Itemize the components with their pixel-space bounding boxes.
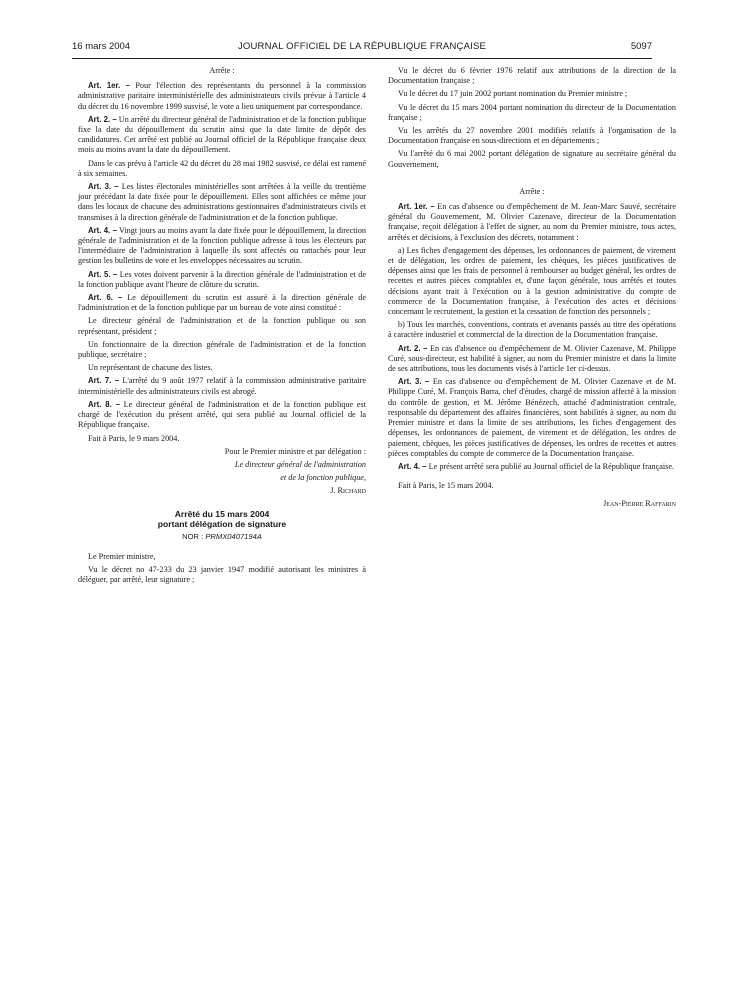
article-text: Le directeur général de l'administration et de la fonction publique est chargé de l'exécution du présent arrêté, qui sera publié au Journal officiel de la République française. [78, 399, 367, 430]
article-text: Le dépouillement du scrutin est assuré à la direction générale de l'administration et de la fonction publique par un bureau de vote ainsi constitué : [78, 293, 366, 313]
article-1 [388, 202, 676, 243]
article-3 [388, 377, 676, 459]
article-label: Art. 5. – [88, 269, 118, 279]
article-paragraph: Le directeur général de l'administration et de la fonction publique ou son représentant, président ; [78, 316, 366, 336]
decree-title-line: Arrêté du 15 mars 2004 [174, 508, 270, 519]
article-2 [388, 344, 676, 375]
article-text: Les votes doivent parvenir à la direction générale de l'administration et de la fonction publique avant l'heure de clôture du scrutin. [78, 269, 366, 289]
fait-a-paris: Fait à Paris, le 9 mars 2004. [88, 433, 180, 443]
visa: Vu l'arrêté du 6 mai 2002 portant délégation de signature au secrétaire général du Gouvernement, [388, 149, 676, 169]
article-paragraph: b) Tous les marchés, conventions, contrats et avenants passés au titre des opérations à caractère industriel et commercial de la direction de la Documentation française. [388, 320, 676, 340]
article-2 [78, 115, 366, 156]
article-label: Art. 2. – [88, 114, 117, 124]
visa: Vu le décret du 17 juin 2002 portant nomination du Premier ministre ; [398, 89, 628, 99]
article-text: En cas d'absence ou d'empêchement de M. Olivier Cazenave, M. Philippe Curé, sous-directeur, est habilité à signer, au nom du Premier ministre et dans la limite de ses attributions, tous les documents visés à l'article 1er ci-dessus. [388, 343, 676, 374]
article-1 [78, 81, 366, 112]
fait-a-paris: Fait à Paris, le 15 mars 2004. [398, 481, 494, 491]
article-6 [78, 293, 366, 313]
signature-title: et de la fonction publique, [280, 473, 366, 483]
arrete-heading: Arrête : [519, 186, 545, 196]
article-text: Pour l'élection des représentants du personnel à la commission administrative paritaire interministérielle des administrateurs civils prévue à l'article 4 du décret du 16 novembre 1999 susvisé, le vote a lieu uniquement par correspondance. [78, 81, 367, 111]
article-text: Le présent arrêté sera publié au Journal officiel de la République française. [428, 461, 675, 471]
page-header [72, 41, 652, 57]
article-text: Vingt jours au moins avant la date fixée pour le dépouillement, la direction générale de l'administration et de la fonction publique adresse à tous les électeurs par l'intermédiaire de l'administration à laquelle ils sont affectés ou rattachés pour leur gestion les bulletins de vote et les enveloppes nécessaires au scrutin. [78, 225, 366, 266]
article-text: En cas d'absence ou d'empêchement de M. Olivier Cazenave et de M. Philippe Curé, M. François Barra, chef d'études, chargé de mission affecté à la mission du contrôle de gestion, et M. Jérôme Bénézech, attaché d'administration centrale, responsable du département des affaires financières, sont habilités à signer, au nom du Premier ministre et dans la limite de ses attributions, les fiches d'engagement des dépenses, les ordonnances de paiement, de virement et de délégation, les ordres de paiement, chèques, les pièces justificatives de dépenses, les ordres de recettes et autres pièces comptables du compte de commerce de la Documentation française. [388, 377, 677, 458]
signatory-name: Jean-Pierre Raffarin [603, 499, 676, 509]
arrete-heading: Arrête : [209, 66, 235, 75]
header-page-number: 5097 [630, 41, 652, 52]
header-journal-title: JOURNAL OFFICIEL DE LA RÉPUBLIQUE FRANÇAISE [237, 41, 487, 52]
article-label: Art. 1er. – [398, 202, 435, 212]
article-label: Art. 4. – [398, 461, 427, 471]
article-text: En cas d'absence ou d'empêchement de M. Jean-Marc Sauvé, secrétaire général du Gouvernement, M. Olivier Cazenave, directeur de la Documentation française, reçoit délégation à l'effet de signer, au nom du Premier ministre, tous actes, arrêtés et décisions, à l'exclusion des décrets, notamment : [388, 202, 676, 242]
article-label: Art. 2. – [398, 343, 428, 353]
signatory-name: J. Richard [330, 486, 366, 496]
article-label: Art. 1er. – [88, 81, 131, 91]
signature-line: Pour le Premier ministre et par délégation : [224, 446, 366, 456]
article-paragraph: Un fonctionnaire de la direction générale de l'administration et de la fonction publique, secrétaire ; [78, 339, 366, 360]
left-column [78, 66, 366, 588]
article-4 [388, 462, 676, 472]
header-date: 16 mars 2004 [72, 41, 131, 52]
article-label: Art. 3. – [88, 182, 119, 192]
article-paragraph: Un représentant de chacune des listes. [88, 363, 213, 373]
premier-ministre: Le Premier ministre, [88, 551, 156, 561]
article-5 [78, 270, 366, 290]
article-3 [78, 182, 366, 223]
visa: Vu le décret du 15 mars 2004 portant nomination du directeur de la Documentation française ; [388, 102, 676, 122]
article-8 [78, 400, 366, 431]
article-paragraph: a) Les fiches d'engagement des dépenses, les ordonnances de paiement, de virement et de délégation, les ordres de paiement, les chèques, les pièces justificatives de dépenses ainsi que les frais de personnel à rembourser au budget général, les ordres de recettes et autres pièces comptables et, d'une façon générale, tous arrêtés et toutes décisions ayant trait à l'exécution ou à la gestion administrative du compte de commerce de la Documentation française, à l'exécution des actes et décisions concernant le recrutement, la gestion et la cessation de fonction des personnels ; [388, 245, 676, 317]
article-label: Art. 3. – [398, 377, 430, 387]
header-rule [72, 58, 652, 59]
article-label: Art. 4. – [88, 225, 117, 235]
article-text: Les listes électorales ministérielles sont arrêtées à la veille du trentième jour précédant la date fixée pour le dépouillement. Elles sont affichées ce même jour dans les locaux de chacune des administrations gestionnaires d'administrateurs civils et transmises à la direction générale de l'administration et de la fonction publique. [78, 182, 366, 222]
article-paragraph: Dans le cas prévu à l'article 42 du décret du 28 mai 1982 susvisé, ce délai est ramené à six semaines. [78, 158, 366, 178]
article-4 [78, 226, 366, 267]
article-7 [78, 376, 366, 396]
visa: Vu les arrêtés du 27 novembre 2001 modifiés relatifs à l'organisation de la Documentation française en sous-directions et en départements ; [388, 126, 676, 146]
visa: Vu le décret no 47-233 du 23 janvier 1947 modifié autorisant les ministres à déléguer, par arrêté, leur signature ; [78, 564, 366, 585]
article-label: Art. 6. – [88, 293, 123, 303]
signature-title: Le directeur général de l'administration [234, 459, 366, 469]
decree-title-line: portant délégation de signature [157, 519, 287, 530]
article-label: Art. 7. – [88, 376, 120, 386]
right-column [388, 66, 676, 513]
article-text: Un arrêté du directeur général de l'administration et de la fonction publique fixe la date du dépouillement du scrutin ainsi que la date limite de dépôt des candidatures. Cet arrêté est publié au Journal officiel de la République française deux mois au moins avant la date du dépouillement. [78, 114, 367, 155]
article-text: L'arrêté du 9 août 1977 relatif à la commission administrative paritaire interministérielle des administrateurs civils est abrogé. [78, 376, 366, 396]
decree-title [78, 509, 366, 530]
visa: Vu le décret du 6 février 1976 relatif aux attributions de la direction de la Documentation française ; [388, 66, 676, 86]
article-label: Art. 8. – [88, 399, 120, 409]
nor-reference: NOR : PRMX0407194A [182, 531, 262, 541]
